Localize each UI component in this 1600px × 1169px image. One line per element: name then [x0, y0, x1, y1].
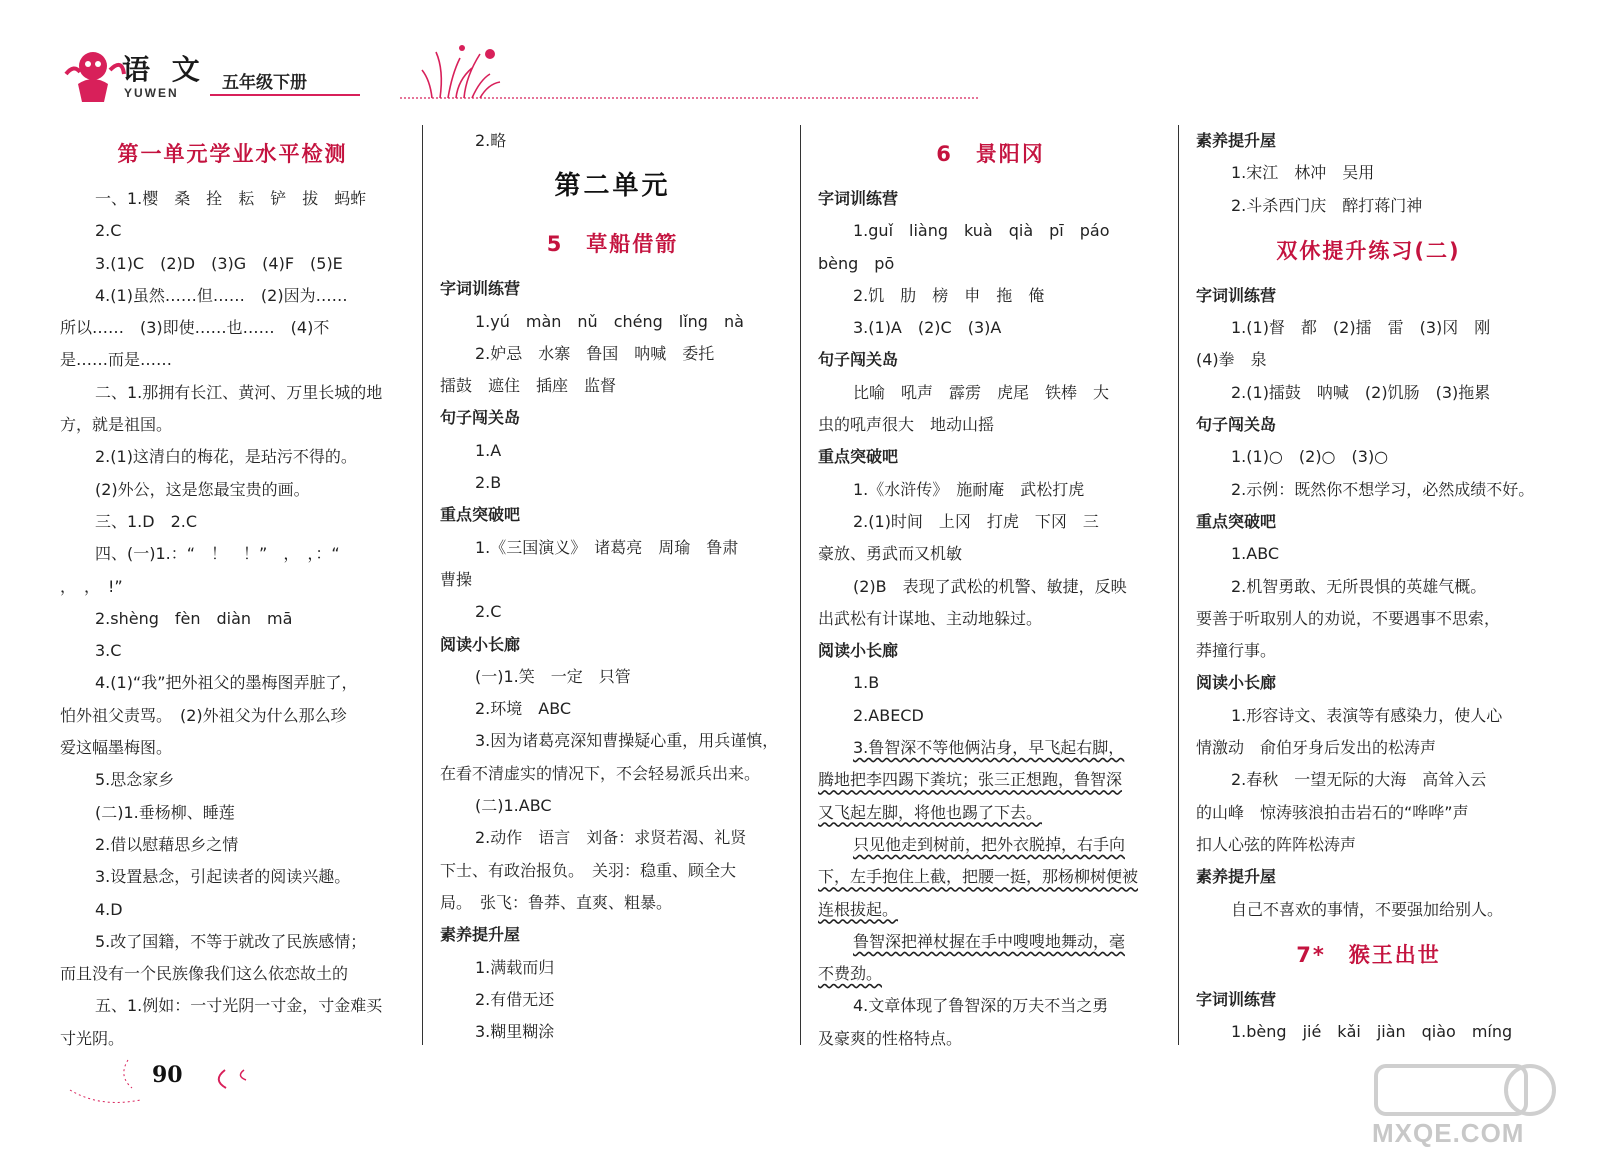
answer-line: 扣人心弦的阵阵松涛声: [1196, 834, 1357, 854]
grade-underline: [210, 94, 360, 96]
answer-line: 1.《水浒传》 施耐庵 武松打虎: [853, 479, 1085, 499]
answer-line: 1.《三国演义》 诸葛亮 周瑜 鲁肃: [475, 537, 739, 557]
underlined-answer-text: 不费劲。: [818, 964, 883, 984]
page-number: 90: [152, 1062, 183, 1088]
column-divider: [422, 125, 423, 1045]
answer-line: 寸光阴。: [60, 1028, 125, 1048]
answer-line: 1.ABC: [1231, 544, 1280, 564]
answer-line: 3.因为诸葛亮深知曹操疑心重，用兵谨慎，: [475, 731, 779, 751]
answer-line: 2.有借无还: [475, 989, 555, 1009]
flower-grass-icon: [340, 40, 980, 108]
answer-line: [818, 764, 1163, 796]
answer-line: 擂鼓 遮住 插座 监督: [440, 376, 617, 396]
answer-line: 2.借以慰藉思乡之情: [95, 834, 239, 854]
answer-line: bèng pō: [818, 253, 895, 273]
section-heading: 重点突破吧: [818, 447, 899, 467]
answer-line: 2.shèng fèn diàn mā: [95, 608, 293, 628]
answer-line: [818, 958, 1163, 990]
answer-line: 2.环境 ABC: [475, 699, 572, 719]
answer-line: 自己不喜欢的事情，不要强加给别人。: [1231, 899, 1504, 919]
answer-line: 4.D: [95, 899, 123, 919]
column-divider: [1178, 125, 1179, 1045]
section-heading: 阅读小长廊: [440, 634, 521, 654]
answer-line: 3.设置悬念，引起读者的阅读兴趣。: [95, 867, 351, 887]
section-heading: 字词训练营: [818, 189, 899, 208]
answer-line: 5.改了国籍，不等于就改了民族感情；: [95, 931, 367, 951]
answer-line: 1.满载而归: [475, 957, 555, 977]
section-heading: 素养提升屋: [1196, 867, 1277, 887]
underlined-answer-text: 腾地把李四踢下粪坑；张三正想跑，鲁智深: [818, 770, 1123, 790]
section-heading: 素养提升屋: [1196, 131, 1277, 150]
watermark-logo-icon: [1370, 1060, 1570, 1120]
answer-line: 3.(1)A (2)C (3)A: [853, 318, 1002, 338]
answer-line: 2.C: [475, 602, 502, 622]
section-heading: 重点突破吧: [440, 505, 521, 525]
section-heading: 字词训练营: [1196, 285, 1277, 305]
grade-label: 五年级下册: [222, 73, 307, 93]
underlined-answer-text: 鲁智深把禅杖握在手中嗖嗖地舞动，毫: [853, 931, 1126, 951]
answer-line: 4.文章体现了鲁智深的万夫不当之勇: [853, 996, 1109, 1016]
section-title: 6 景阳冈: [936, 142, 1045, 166]
answer-line: 2.(1)时间 上冈 打虎 下冈 三: [853, 511, 1099, 531]
answer-line: [818, 732, 1163, 764]
answer-line: 怕外祖父责骂。 (2)外祖父为什么那么珍: [60, 705, 347, 725]
watermark: [1370, 1060, 1570, 1150]
answer-line: 3.C: [95, 641, 122, 661]
answer-column-4: [1196, 125, 1541, 1109]
answer-line: 二、1.那拥有长江、黄河、万里长城的地: [95, 382, 383, 402]
answer-line: (4)拳 泉: [1196, 350, 1267, 370]
answer-line: 要善于听取别人的劝说，不要遇事不思索，: [1196, 608, 1501, 628]
answer-line: 3.糊里糊涂: [475, 1022, 555, 1042]
answer-line: 2.妒忌 水寨 鲁国 呐喊 委托: [475, 343, 715, 363]
section-heading: 句子闯关岛: [440, 408, 521, 428]
answer-line: 2.(1)这清白的梅花，是玷污不得的。: [95, 447, 357, 467]
answer-column-1: [60, 125, 405, 1109]
answer-line: ， ， !”: [60, 576, 123, 596]
answer-line: 2.(1)擂鼓 呐喊 (2)饥肠 (3)拖累: [1231, 382, 1491, 402]
answer-line: 2.C: [95, 221, 122, 241]
underlined-answer-text: 只见他走到树前，把外衣脱掉，右手向: [853, 834, 1126, 854]
section-title: 第一单元学业水平检测: [117, 142, 348, 166]
answer-line: 是……而是……: [60, 350, 173, 370]
answer-line: 2.B: [475, 473, 502, 493]
section-heading: 句子闯关岛: [1196, 415, 1277, 435]
column-divider: [800, 125, 801, 1045]
answer-line: 及豪爽的性格特点。: [818, 1028, 963, 1048]
answer-line: 在看不清虚实的情况下，不会轻易派兵出来。: [440, 763, 761, 783]
answer-line: 2.机智勇敢、无所畏惧的英雄气概。: [1231, 576, 1487, 596]
section-heading: 字词训练营: [1196, 989, 1277, 1009]
answer-line: (一)1.笑 一定 只管: [475, 666, 631, 686]
answer-line: 豪放、勇武而又机敏: [818, 544, 963, 564]
answer-line: 五、1.例如：一寸光阴一寸金，寸金难买: [95, 996, 383, 1016]
answer-line: (二)1.ABC: [475, 796, 552, 816]
answer-line: 三、1.D 2.C: [95, 511, 198, 531]
answer-line: 的山峰 惊涛骇浪拍击岩石的“哗哗”声: [1196, 802, 1469, 822]
subject-pinyin: YUWEN: [124, 86, 179, 100]
answer-line: (2)B 表现了武松的机警、敏捷，反映: [853, 576, 1127, 596]
underlined-answer-text: 连根拔起。: [818, 899, 899, 919]
answer-line: 5.思念家乡: [95, 770, 175, 790]
answer-line: 1.yú màn nǔ chéng lǐng nà: [475, 311, 744, 331]
answer-line: 1.形容诗文、表演等有感染力，使人心: [1231, 705, 1503, 725]
section-title: 7* 猴王出世: [1296, 942, 1441, 967]
answer-line: 所以…… (3)即使……也…… (4)不: [60, 318, 330, 338]
unit-title: 第二单元: [554, 171, 671, 202]
answer-line: 出武松有计谋地、主动地躲过。: [818, 608, 1043, 628]
answer-line: 四、(一)1.：“ ！ ！” ， ，：“: [95, 544, 340, 564]
answer-line: 2.示例：既然你不想学习，必然成绩不好。: [1231, 479, 1535, 499]
answer-line: 2.ABECD: [853, 705, 924, 725]
answer-line: [818, 926, 1163, 958]
answer-line: [818, 861, 1163, 893]
answer-line: 1.(1)督 都 (2)擂 雷 (3)冈 刚: [1231, 318, 1491, 338]
answer-line: 1.A: [475, 440, 502, 460]
answer-line: 一、1.樱 桑 拴 耘 铲 拔 蚂蚱: [95, 189, 367, 208]
answer-line: [818, 829, 1163, 861]
section-title: 双休提升练习(二): [1276, 238, 1461, 263]
answer-column-2: [440, 125, 785, 1109]
section-heading: 句子闯关岛: [818, 350, 899, 370]
answer-line: 局。 张飞：鲁莽、直爽、粗暴。: [440, 892, 673, 912]
answer-line: 情激动 俞伯牙身后发出的松涛声: [1196, 738, 1437, 758]
section-heading: 字词训练营: [440, 279, 521, 299]
answer-line: 下士、有政治报负。 关羽：稳重、顾全大: [440, 860, 737, 880]
answer-line: (二)1.垂杨柳、睡莲: [95, 802, 235, 822]
answer-line: 2.斗杀西门庆 醉打蒋门神: [1231, 195, 1423, 215]
answer-line: 4.(1)虽然……但…… (2)因为……: [95, 285, 348, 305]
answer-line: 2.略: [475, 131, 507, 150]
answer-line: [818, 797, 1163, 829]
section-heading: 素养提升屋: [440, 925, 521, 945]
answer-line: 莽撞行事。: [1196, 641, 1277, 661]
section-title: 5 草船借箭: [546, 232, 679, 257]
answer-line: 2.春秋 一望无际的大海 高耸入云: [1231, 770, 1487, 790]
answer-line: 2.动作 语言 刘备：求贤若渴、礼贤: [475, 828, 747, 848]
answer-column-3: [818, 125, 1163, 1109]
watermark-text: MXQE.COM: [1372, 1118, 1525, 1148]
section-heading: 阅读小长廊: [818, 641, 899, 661]
answer-line: 4.(1)“我”把外祖父的墨梅图弄脏了，: [95, 673, 358, 693]
answer-line: 3.(1)C (2)D (3)G (4)F (5)E: [95, 253, 343, 273]
answer-line: 比喻 吼声 霹雳 虎尾 铁棒 大: [853, 382, 1110, 402]
answer-line: 虫的吼声很大 地动山摇: [818, 415, 995, 435]
underlined-answer-text: 下，左手抱住上截，把腰一挺，那杨柳树便被: [818, 867, 1139, 887]
answer-line: 2.饥 肋 榜 申 拖 俺: [853, 285, 1045, 305]
answer-line: 而且没有一个民族像我们这么依恋故土的: [60, 964, 349, 984]
monkey-mascot-icon: [58, 44, 128, 106]
answer-line: 1.bèng jié kǎi jiàn qiào míng: [1231, 1022, 1513, 1042]
underlined-answer-text: 3.鲁智深不等他俩沾身，早飞起右脚，: [853, 738, 1125, 758]
answer-line: 1.B: [853, 673, 880, 693]
page-header: [50, 40, 970, 110]
answer-line: 曹操: [440, 569, 473, 589]
answer-line: 1.guǐ liàng kuà qià pī páo: [853, 221, 1110, 241]
section-heading: 重点突破吧: [1196, 511, 1277, 531]
answer-line: (2)外公，这是您最宝贵的画。: [95, 479, 310, 499]
answer-line: 爱这幅墨梅图。: [60, 738, 173, 758]
answer-line: [818, 894, 1163, 926]
subject-title: 语 文: [122, 53, 206, 86]
answer-line: 1.(1)○ (2)○ (3)○: [1231, 447, 1389, 467]
answer-line: 1.宋江 林冲 吴用: [1231, 163, 1375, 183]
section-heading: 阅读小长廊: [1196, 673, 1277, 693]
underlined-answer-text: 又飞起左脚，将他也踢了下去。: [818, 802, 1043, 822]
answer-line: 方，就是祖国。: [60, 415, 173, 435]
